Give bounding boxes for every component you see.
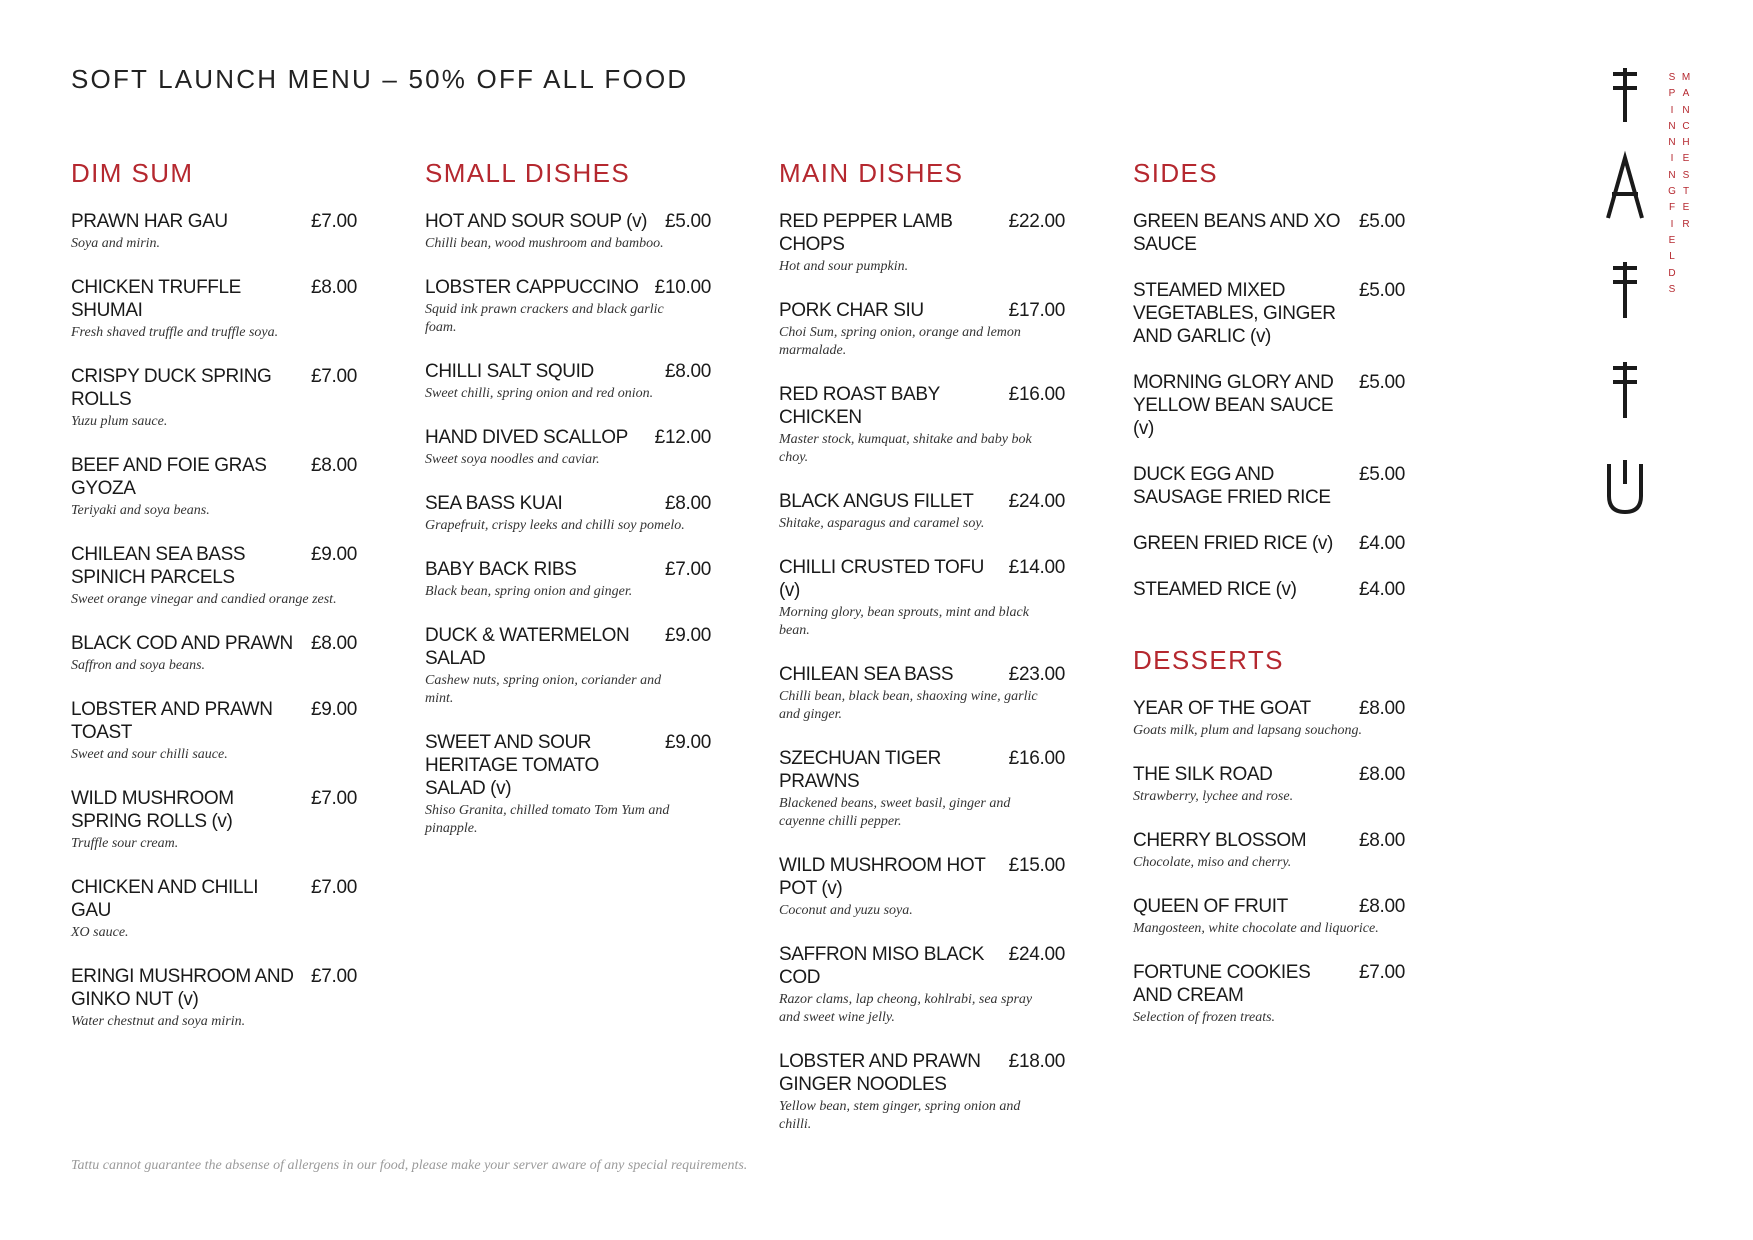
menu-item-price: £17.00: [1008, 300, 1065, 321]
menu-item-price: £5.00: [1358, 280, 1405, 301]
menu-item-price: £23.00: [1008, 664, 1065, 685]
menu-item-description: Sweet chilli, spring onion and red onion.: [425, 386, 654, 401]
menu-item: [71, 787, 357, 853]
column-small-dishes: [425, 156, 711, 861]
column-main-dishes: [779, 156, 1065, 1157]
menu-item-description: Sweet orange vinegar and candied orange zest.: [71, 592, 337, 607]
logo-side-letter: C: [1682, 120, 1690, 132]
logo-side-letter: N: [1682, 104, 1690, 116]
logo-side-letter: S: [1682, 169, 1690, 181]
menu-item-name: CHILLI CRUSTED TOFU (v): [779, 557, 984, 601]
menu-item-name: QUEEN OF FRUIT: [1133, 896, 1288, 917]
menu-item-name: PRAWN HAR GAU: [71, 211, 228, 232]
menu-item-description: Master stock, kumquat, shitake and baby bok choy.: [779, 432, 1032, 465]
menu-item-description: Soya and mirin.: [71, 236, 161, 251]
menu-item-description: Strawberry, lychee and rose.: [1133, 789, 1294, 804]
logo-side-letter: N: [1668, 120, 1676, 132]
menu-item-description: Blackened beans, sweet basil, ginger and cayenne chilli pepper.: [779, 796, 1011, 829]
tattu-wordmark: [1600, 66, 1670, 526]
menu-item-description: Water chestnut and soya mirin.: [71, 1014, 246, 1029]
menu-item-name: GREEN FRIED RICE (v): [1133, 533, 1333, 554]
menu-item-price: £24.00: [1008, 944, 1065, 965]
menu-item: [425, 210, 711, 253]
menu-item: [71, 632, 357, 675]
menu-item-name: BEEF AND FOIE GRAS GYOZA: [71, 455, 267, 499]
page-title: SOFT LAUNCH MENU – 50% OFF ALL FOOD: [71, 64, 689, 94]
logo-side-letter: H: [1682, 137, 1690, 149]
section-main-dishes: [779, 156, 1065, 1134]
logo-side-letter: R: [1682, 218, 1690, 230]
menu-item-name: CHILEAN SEA BASS: [779, 664, 954, 685]
tattu-logo: [1600, 66, 1670, 526]
menu-item: [1133, 961, 1405, 1027]
section-heading: SIDES: [1133, 158, 1219, 188]
menu-item-name: CHICKEN AND CHILLI GAU: [71, 877, 259, 921]
menu-item-description: Truffle sour cream.: [71, 836, 179, 851]
menu-item-name: YEAR OF THE GOAT: [1133, 698, 1311, 719]
menu-item: [71, 210, 357, 253]
logo-side-letter: E: [1682, 153, 1690, 165]
menu-item-price: £16.00: [1008, 384, 1065, 405]
menu-item-name: DUCK EGG AND SAUSAGE FRIED RICE: [1133, 464, 1331, 508]
menu-item-price: £9.00: [310, 544, 357, 565]
menu-item-price: £8.00: [1358, 896, 1405, 917]
logo-letter-a: [1608, 158, 1642, 218]
menu-item-price: £8.00: [310, 455, 357, 476]
menu-item-price: £7.00: [310, 211, 357, 232]
logo-side-letter: I: [1670, 218, 1674, 230]
allergen-disclaimer: Tattu cannot guarantee the absense of allergens in our food, please make your server aware of any special requirements.: [71, 1158, 748, 1173]
menu-item-price: £24.00: [1008, 491, 1065, 512]
logo-letter-t: [1613, 262, 1637, 318]
logo-side-text-manchester: [1681, 70, 1691, 233]
logo-side-letter: S: [1668, 283, 1676, 295]
menu-item-description: Shitake, asparagus and caramel soy.: [779, 516, 985, 531]
menu-item: [425, 492, 711, 535]
logo-letter-t: [1613, 68, 1637, 122]
menu-item-description: Squid ink prawn crackers and black garlic foam.: [425, 302, 664, 335]
menu-item-price: £8.00: [1358, 764, 1405, 785]
menu-item: [1133, 895, 1405, 938]
menu-item-list: [779, 210, 1065, 1134]
menu-item-description: Chocolate, miso and cherry.: [1133, 855, 1292, 870]
menu-item-price: £15.00: [1008, 855, 1065, 876]
menu-item-name: PORK CHAR SIU: [779, 300, 924, 321]
menu-item-description: XO sauce.: [71, 925, 129, 940]
logo-side-letter: M: [1681, 72, 1691, 83]
menu-item-name: BABY BACK RIBS: [425, 559, 577, 580]
menu-item-price: £22.00: [1008, 211, 1065, 232]
logo-side-letter: I: [1670, 104, 1674, 116]
menu-item-price: £5.00: [1358, 464, 1405, 485]
menu-item-name: CRISPY DUCK SPRING ROLLS: [71, 366, 272, 410]
column-dim-sum: [71, 156, 357, 1054]
menu-item-price: £8.00: [310, 277, 357, 298]
menu-item: [779, 663, 1065, 724]
menu-item-price: £5.00: [1358, 211, 1405, 232]
menu-item-name: BLACK COD AND PRAWN: [71, 633, 293, 654]
menu-item-price: £7.00: [1358, 962, 1405, 983]
menu-item-description: Cashew nuts, spring onion, coriander and mint.: [425, 673, 662, 706]
menu-item-description: Teriyaki and soya beans.: [71, 503, 210, 518]
logo-side-letter: N: [1668, 137, 1676, 149]
menu-item-name: LOBSTER CAPPUCCINO: [425, 277, 639, 298]
menu-item-list: [1133, 210, 1405, 601]
menu-item-description: Grapefruit, crispy leeks and chilli soy pomelo.: [425, 518, 685, 533]
logo-side-letter: I: [1670, 153, 1674, 165]
menu-item: [779, 299, 1065, 360]
logo-side-text-spinningfields: [1667, 70, 1677, 298]
menu-item: [71, 876, 357, 942]
menu-item: [779, 210, 1065, 276]
menu-item-description: Shiso Granita, chilled tomato Tom Yum and pinapple.: [425, 803, 670, 836]
menu-item-description: Saffron and soya beans.: [71, 658, 206, 673]
menu-item: [71, 454, 357, 520]
logo-side-letter: L: [1669, 251, 1675, 263]
menu-item: [779, 854, 1065, 920]
menu-item-price: £14.00: [1008, 557, 1065, 578]
logo-side-letter: G: [1668, 186, 1676, 198]
menu-item-price: £12.00: [654, 427, 711, 448]
section-heading: DESSERTS: [1133, 645, 1284, 675]
menu-item-description: Mangosteen, white chocolate and liquorice.: [1133, 921, 1379, 936]
menu-item-description: Chilli bean, wood mushroom and bamboo.: [425, 236, 664, 251]
menu-item-name: STEAMED MIXED VEGETABLES, GINGER AND GARLIC (v): [1133, 280, 1336, 347]
menu-item-price: £4.00: [1358, 579, 1405, 600]
menu-item-name: STEAMED RICE (v): [1133, 579, 1297, 600]
menu-item-price: £7.00: [310, 877, 357, 898]
menu-item-price: £4.00: [1358, 533, 1405, 554]
menu-item: [1133, 532, 1405, 555]
logo-side-letter: D: [1668, 267, 1676, 279]
menu-item-price: £8.00: [310, 633, 357, 654]
logo-side-letter: S: [1668, 72, 1676, 83]
menu-item: [425, 624, 711, 708]
menu-item-price: £10.00: [654, 277, 711, 298]
menu-item-description: Choi Sum, spring onion, orange and lemon marmalade.: [779, 325, 1021, 358]
section-sides: [1133, 156, 1405, 601]
menu-item-price: £8.00: [664, 493, 711, 514]
menu-item: [1133, 210, 1405, 256]
menu-item-description: Hot and sour pumpkin.: [779, 259, 909, 274]
menu-item: [1133, 371, 1405, 440]
section-desserts: [1133, 643, 1405, 1027]
menu-item: [1133, 763, 1405, 806]
menu-item: [779, 383, 1065, 467]
menu-item-description: Coconut and yuzu soya.: [779, 903, 913, 918]
menu-item-name: CHILEAN SEA BASS SPINICH PARCELS: [71, 544, 246, 588]
menu-item: [1133, 697, 1405, 740]
logo-side-letter: T: [1682, 186, 1690, 198]
menu-item-price: £7.00: [310, 966, 357, 987]
menu-item-price: £5.00: [1358, 372, 1405, 393]
menu-item-price: £8.00: [664, 361, 711, 382]
menu-item-name: GREEN BEANS AND XO SAUCE: [1133, 211, 1341, 255]
menu-item: [71, 276, 357, 342]
menu-item: [779, 490, 1065, 533]
menu-item-name: MORNING GLORY AND YELLOW BEAN SAUCE (v): [1133, 372, 1334, 439]
menu-item-price: £7.00: [310, 366, 357, 387]
logo-side-letter: P: [1668, 88, 1676, 100]
menu-item-price: £5.00: [664, 211, 711, 232]
menu-item-name: SWEET AND SOUR HERITAGE TOMATO SALAD (v): [425, 732, 599, 799]
section-small-dishes: [425, 156, 711, 838]
section-heading: MAIN DISHES: [779, 158, 964, 188]
menu-item-name: DUCK & WATERMELON SALAD: [425, 625, 630, 669]
menu-item-name: FORTUNE COOKIES AND CREAM: [1133, 962, 1311, 1006]
menu-item-description: Selection of frozen treats.: [1133, 1010, 1276, 1025]
menu-item: [71, 365, 357, 431]
menu-item: [779, 556, 1065, 640]
menu-item-name: HAND DIVED SCALLOP: [425, 427, 628, 448]
menu-item: [425, 360, 711, 403]
menu-item: [425, 426, 711, 469]
menu-item-name: SZECHUAN TIGER PRAWNS: [779, 748, 941, 792]
menu-item-name: SAFFRON MISO BLACK COD: [779, 944, 985, 988]
menu-item: [425, 276, 711, 337]
section-dim-sum: [71, 156, 357, 1031]
menu-item-description: Yuzu plum sauce.: [71, 414, 168, 429]
logo-side-letter: A: [1682, 88, 1690, 100]
menu-item: [425, 731, 711, 838]
menu-item-name: WILD MUSHROOM SPRING ROLLS (v): [71, 788, 234, 832]
menu-item: [779, 1050, 1065, 1134]
menu-item-price: £8.00: [1358, 830, 1405, 851]
menu-item-description: Fresh shaved truffle and truffle soya.: [71, 325, 279, 340]
menu-item-price: £16.00: [1008, 748, 1065, 769]
menu-item-description: Yellow bean, stem ginger, spring onion and chilli.: [779, 1099, 1021, 1132]
menu-item: [1133, 578, 1405, 601]
menu-item-name: RED PEPPER LAMB CHOPS: [779, 211, 953, 255]
menu-item-name: WILD MUSHROOM HOT POT (v): [779, 855, 986, 899]
menu-item-list: [1133, 697, 1405, 1027]
menu-item-description: Morning glory, bean sprouts, mint and black bean.: [779, 605, 1029, 638]
column-sides-desserts: [1133, 156, 1405, 1050]
menu-item-list: [71, 210, 357, 1031]
logo-side-letter: N: [1668, 169, 1676, 181]
menu-item-price: £7.00: [664, 559, 711, 580]
menu-item-description: Black bean, spring onion and ginger.: [425, 584, 633, 599]
menu-item: [1133, 829, 1405, 872]
menu-item: [779, 747, 1065, 831]
menu-item-price: £9.00: [310, 699, 357, 720]
logo-side-letter: F: [1668, 202, 1676, 214]
menu-item: [71, 698, 357, 764]
menu-item-name: CHILLI SALT SQUID: [425, 361, 594, 382]
logo-side-letter: E: [1668, 234, 1676, 246]
menu-item-name: SEA BASS KUAI: [425, 493, 563, 514]
menu-item-name: BLACK ANGUS FILLET: [779, 491, 974, 512]
menu-item-name: THE SILK ROAD: [1133, 764, 1273, 785]
menu-item: [779, 943, 1065, 1027]
menu-item-description: Sweet and sour chilli sauce.: [71, 747, 228, 762]
menu-item: [1133, 463, 1405, 509]
menu-item-name: LOBSTER AND PRAWN GINGER NOODLES: [779, 1051, 981, 1095]
menu-item-price: £8.00: [1358, 698, 1405, 719]
logo-side-letter: E: [1682, 202, 1690, 214]
menu-item: [425, 558, 711, 601]
menu-item: [1133, 279, 1405, 348]
menu-item-name: CHERRY BLOSSOM: [1133, 830, 1307, 851]
menu-item-description: Razor clams, lap cheong, kohlrabi, sea spray and sweet wine jelly.: [779, 992, 1033, 1025]
menu-item: [71, 965, 357, 1031]
section-heading: DIM SUM: [71, 158, 194, 188]
menu-item-price: £18.00: [1008, 1051, 1065, 1072]
menu-item-description: Sweet soya noodles and caviar.: [425, 452, 600, 467]
menu-item-name: RED ROAST BABY CHICKEN: [779, 384, 940, 428]
menu-item-name: ERINGI MUSHROOM AND GINKO NUT (v): [71, 966, 294, 1010]
menu-item-price: £7.00: [310, 788, 357, 809]
menu-item-list: [425, 210, 711, 838]
logo-letter-t: [1613, 362, 1637, 418]
menu-item-name: CHICKEN TRUFFLE SHUMAI: [71, 277, 241, 321]
menu-item-description: Goats milk, plum and lapsang souchong.: [1133, 723, 1363, 738]
menu-item-price: £9.00: [664, 625, 711, 646]
logo-letter-u: [1609, 460, 1641, 512]
menu-item-name: LOBSTER AND PRAWN TOAST: [71, 699, 273, 743]
menu-item: [71, 543, 357, 609]
menu-item-price: £9.00: [664, 732, 711, 753]
menu-item-description: Chilli bean, black bean, shaoxing wine, garlic and ginger.: [779, 689, 1038, 722]
section-heading: SMALL DISHES: [425, 158, 631, 188]
menu-item-name: HOT AND SOUR SOUP (v): [425, 211, 648, 232]
